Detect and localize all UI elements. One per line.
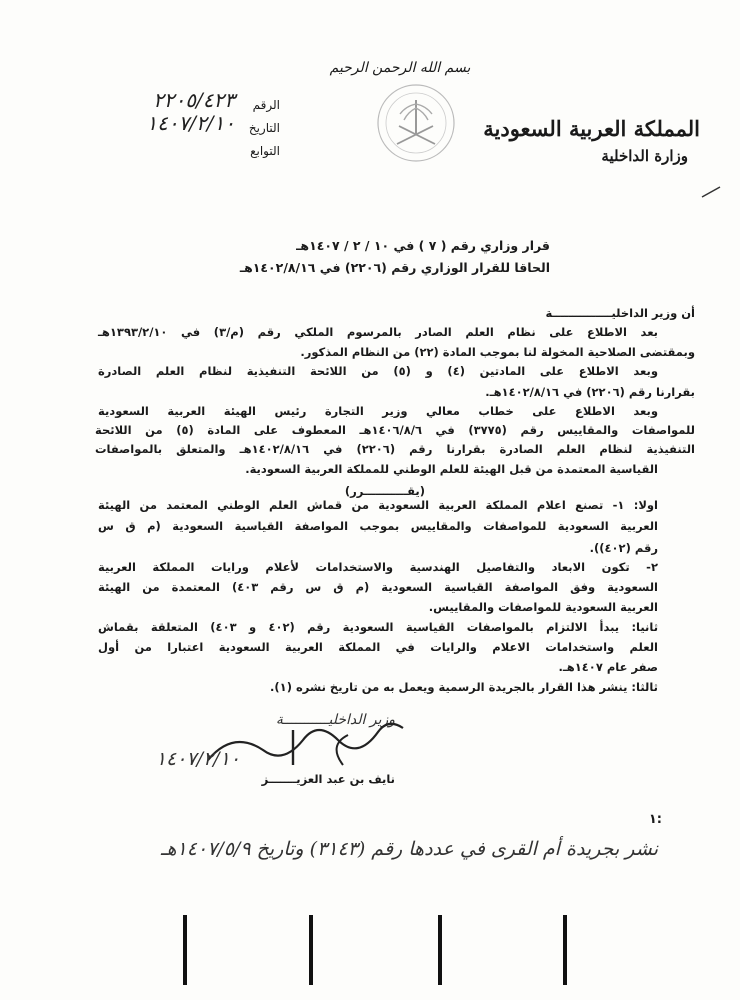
body-line: التنفيذية لنظام العلم الصادرة بقرارنا رقم (٢٢٠٦) في ١٤٠٢/٨/١٦هـ والمتعلق بالمواصفات bbox=[95, 442, 695, 456]
body-line: وبعد الاطلاع على المادتين (٤) و (٥) من اللائحة التنفيذية لنظام العلم الصادرة bbox=[98, 364, 658, 378]
body-line: ثالثا: ينشر هذا القرار بالجريدة الرسمية ويعمل به من تاريخ نشره (١). bbox=[270, 680, 658, 694]
body-line: للمواصفات والمقاييس رقم (٣٧٧٥) في ١٤٠٦/٨/٦هـ المعطوف على المادة (٥) من اللائحة bbox=[95, 423, 695, 437]
date-value: ١٤٠٧/٢/١٠ bbox=[146, 111, 235, 135]
binding-mark bbox=[309, 915, 313, 985]
binding-mark bbox=[563, 915, 567, 985]
body-line: وبعد الاطلاع على خطاب معالي وزير التجارة رئيس الهيئة العربية السعودية bbox=[98, 404, 658, 418]
body-line: بقرارنا رقم (٢٢٠٦) في ١٤٠٢/٨/١٦هـ. bbox=[485, 385, 695, 399]
signature-name: نايف بن عبد العزيـــــــز bbox=[261, 772, 395, 786]
body-line: (يقـــــــــــرر) bbox=[344, 484, 425, 498]
footnote-marker: ١: bbox=[648, 812, 662, 827]
body-line: ثانيا: يبدأ الالتزام بالمواصفات القياسية السعودية رقم (٤٠٢ و ٤٠٣) المتعلقة بقماش bbox=[98, 620, 659, 634]
decision-title: قرار وزاري رقم ( ٧ ) في ١٠ / ٢ / ١٤٠٧هـ bbox=[296, 238, 550, 253]
body-line: العربية السعودية للمواصفات والمقاييس. bbox=[428, 600, 658, 614]
body-line: وبمقتضى الصلاحية المخولة لنا بموجب المادة (٢٢) من النظام المذكور. bbox=[300, 345, 695, 359]
signature-date: ١٤٠٧/٢/١٠ bbox=[155, 748, 240, 770]
body-line: رقم (٤٠٢)). bbox=[589, 541, 658, 555]
handwritten-publication-note: نشر بجريدة أم القرى في عددها رقم (٣١٤٣) وتاريخ ١٤٠٧/٥/٩هـ bbox=[160, 838, 658, 860]
number-label: الرقم bbox=[252, 98, 280, 112]
body-line: العلم واستخدامات الاعلام والرايات في المملكة العربية السعودية اعتبارا من أول bbox=[98, 640, 658, 654]
body-line: ٢- تكون الابعاد والتفاصيل الهندسية والاستخدامات لأعلام ورايات المملكة العربية bbox=[98, 560, 658, 574]
body-line: أن وزير الداخليـــــــــــــــة bbox=[545, 306, 695, 320]
body-line: السعودية وفق المواصفة القياسية السعودية (م ق س رقم ٤٠٣) المعتمدة من الهيئة bbox=[98, 580, 658, 594]
body-line: صفر عام ١٤٠٧هـ. bbox=[558, 660, 658, 674]
kingdom-title: المملكة العربية السعودية bbox=[483, 116, 700, 141]
palm-swords-emblem-icon bbox=[375, 82, 457, 164]
number-value: ٢٢٠٥/٤٢٣ bbox=[153, 88, 235, 112]
body-line: اولا: ١- تصنع اعلام المملكة العربية السعودية من قماش العلم الوطني المعتمد من الهيئة bbox=[98, 498, 658, 512]
date-label: التاريخ bbox=[248, 121, 280, 135]
binding-mark bbox=[183, 915, 187, 985]
decision-subtitle: الحاقا للقرار الوزاري رقم (٢٢٠٦) في ١٤٠٢/٨/١٦هـ bbox=[239, 260, 550, 275]
body-line: العربية السعودية للمواصفات والمقاييس بموجب المواصفة القياسية السعودية (م ق س bbox=[98, 519, 658, 533]
basmala: بسم الله الرحمن الرحيم bbox=[329, 60, 471, 76]
attachments-label: التوابع bbox=[250, 144, 280, 158]
ministry-title: وزارة الداخلية bbox=[601, 147, 688, 165]
check-mark-icon bbox=[700, 185, 722, 199]
body-line: بعد الاطلاع على نظام العلم الصادر بالمرسوم الملكي رقم (م/٣) في ١٣٩٣/٢/١٠هـ bbox=[98, 325, 659, 339]
signature-title: وزير الداخليـــــــــــة bbox=[275, 712, 395, 728]
binding-mark bbox=[438, 915, 442, 985]
body-line: القياسية المعتمدة من قبل الهيئة للعلم الوطني للمملكة العربية السعودية. bbox=[245, 462, 658, 476]
